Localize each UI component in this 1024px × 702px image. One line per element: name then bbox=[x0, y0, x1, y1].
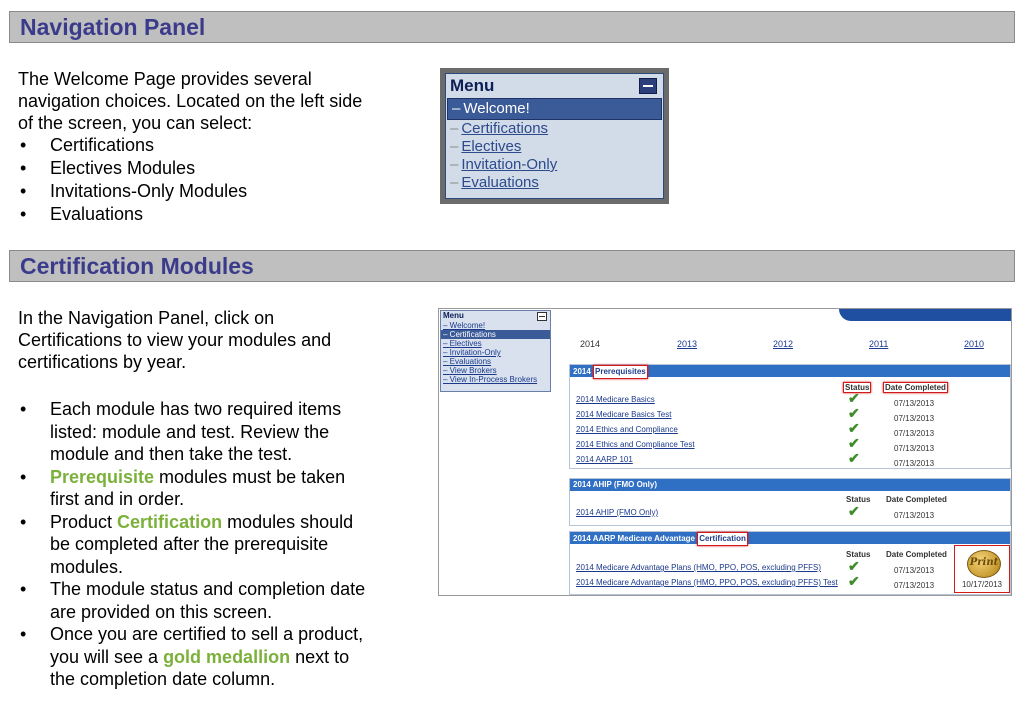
date-completed-header: Date Completed bbox=[885, 383, 946, 392]
text-line: module and then take the test. bbox=[50, 444, 293, 464]
completion-date: 07/13/2013 bbox=[894, 414, 935, 423]
mini-menu-item-electives[interactable]: – Electives bbox=[443, 339, 482, 348]
check-icon: ✔ bbox=[848, 558, 860, 574]
text-span: modules should bbox=[222, 511, 354, 532]
header-decoration bbox=[839, 309, 1012, 321]
menu-title: Menu bbox=[450, 76, 495, 95]
list-item: • Evaluations bbox=[18, 203, 247, 226]
text-line: Certifications to view your modules and bbox=[18, 330, 332, 350]
check-icon: ✔ bbox=[848, 435, 860, 451]
certifications-screenshot bbox=[438, 308, 1012, 596]
text-line: • Each module has two required items bbox=[50, 399, 342, 419]
text-line: certifications by year. bbox=[18, 352, 187, 372]
collapse-icon[interactable] bbox=[537, 312, 547, 321]
text-line: The Welcome Page provides several bbox=[18, 69, 312, 89]
module-link[interactable]: 2014 AHIP (FMO Only) bbox=[576, 508, 659, 517]
text-line: modules. bbox=[50, 556, 124, 577]
year-tab-2011[interactable]: 2011 bbox=[869, 339, 889, 349]
text-line: the completion date column. bbox=[50, 669, 276, 689]
check-icon: ✔ bbox=[848, 503, 860, 519]
menu-item-electives[interactable]: – Electives bbox=[450, 138, 522, 155]
text-line: • Once you are certified to sell a product, bbox=[50, 624, 364, 644]
check-icon: ✔ bbox=[848, 420, 860, 436]
completion-date: 07/13/2013 bbox=[894, 581, 935, 590]
mini-menu-label: View In-Process Brokers bbox=[449, 375, 538, 384]
panel-header bbox=[570, 365, 1010, 377]
certification-date: 10/17/2013 bbox=[961, 580, 1003, 589]
module-link[interactable]: 2014 AARP 101 bbox=[576, 455, 633, 464]
menu-item-evaluations[interactable]: – Evaluations bbox=[450, 174, 539, 191]
prerequisites-panel bbox=[569, 364, 1011, 469]
mini-menu-label: View Brokers bbox=[449, 366, 497, 375]
section-header-certification-modules bbox=[9, 250, 1015, 282]
list-item bbox=[18, 466, 365, 511]
module-link[interactable]: 2014 Ethics and Compliance bbox=[576, 425, 678, 434]
menu-header bbox=[446, 74, 663, 98]
section-title: Navigation Panel bbox=[20, 14, 206, 40]
menu-item-invitation-only[interactable]: – Invitation-Only bbox=[450, 156, 558, 173]
module-link[interactable]: 2014 Medicare Basics bbox=[576, 395, 655, 404]
text-line: be completed after the prerequisite bbox=[50, 534, 329, 554]
text-span: next to bbox=[290, 646, 350, 667]
list-item: • Invitations-Only Modules bbox=[18, 180, 247, 203]
mini-menu-label: Invitation-Only bbox=[449, 348, 501, 357]
panel-header bbox=[570, 532, 1010, 544]
aarp-certification-panel bbox=[569, 531, 1011, 595]
list-item bbox=[18, 578, 365, 623]
completion-date: 07/13/2013 bbox=[894, 399, 935, 408]
menu-link[interactable]: Evaluations bbox=[461, 174, 539, 191]
list-item: • Certifications bbox=[18, 134, 247, 157]
panel-header: 2014 AHIP (FMO Only) bbox=[570, 479, 1010, 491]
mini-menu-item-welcome[interactable]: – Welcome! bbox=[443, 321, 486, 330]
module-link[interactable]: 2014 Medicare Advantage Plans (HMO, PPO, POS, excluding PFFS) Test bbox=[576, 578, 838, 587]
module-link[interactable]: 2014 Medicare Advantage Plans (HMO, PPO, POS, excluding PFFS) bbox=[576, 563, 821, 572]
year-tab-2013[interactable]: 2013 bbox=[677, 339, 698, 349]
mini-menu-label: Welcome! bbox=[449, 321, 486, 330]
text-line: first and in order. bbox=[50, 489, 185, 509]
status-header: Status bbox=[846, 550, 871, 559]
medal-label: Print bbox=[969, 557, 999, 568]
cert-intro-text bbox=[18, 307, 331, 373]
mini-menu-item-evaluations[interactable]: – Evaluations bbox=[443, 357, 492, 366]
menu-link[interactable]: Certifications bbox=[461, 120, 549, 137]
mini-menu bbox=[440, 310, 551, 392]
check-icon: ✔ bbox=[848, 573, 860, 589]
menu-item-welcome[interactable]: – Welcome! bbox=[447, 98, 662, 120]
menu-link[interactable]: Invitation-Only bbox=[461, 156, 558, 173]
year-tab-2010[interactable]: 2010 bbox=[964, 339, 985, 349]
cert-bullets-list bbox=[18, 398, 365, 691]
menu-item-certifications[interactable]: – Certifications bbox=[450, 120, 549, 137]
text-line: of the screen, you can select: bbox=[18, 113, 253, 133]
text-line: navigation choices. Located on the left side bbox=[18, 91, 363, 111]
text-line: listed: module and test. Review the bbox=[50, 421, 330, 442]
check-icon: ✔ bbox=[848, 390, 860, 406]
menu-panel-image bbox=[440, 68, 669, 204]
check-icon: ✔ bbox=[848, 405, 860, 421]
menu-item-label: Welcome! bbox=[463, 100, 530, 117]
ahip-panel bbox=[569, 478, 1011, 526]
module-link[interactable]: 2014 Medicare Basics Test bbox=[576, 410, 672, 419]
menu-link[interactable]: Electives bbox=[461, 138, 522, 155]
mini-menu-title: Menu bbox=[443, 311, 464, 320]
mini-menu-item-view-brokers[interactable]: – View Brokers bbox=[443, 366, 497, 375]
text-line: • The module status and completion date bbox=[50, 579, 366, 599]
mini-menu-label: Certifications bbox=[449, 330, 496, 339]
highlight-box: Prerequisites bbox=[593, 365, 648, 379]
panel-header-text: 2014 bbox=[573, 367, 594, 376]
print-medallion-box[interactable] bbox=[954, 545, 1010, 593]
module-link[interactable]: 2014 Ethics and Compliance Test bbox=[576, 440, 695, 449]
mini-menu-label: Evaluations bbox=[449, 357, 492, 366]
text-span: modules must be taken bbox=[154, 466, 346, 487]
list-item bbox=[18, 398, 365, 466]
section-header-navigation-panel bbox=[9, 11, 1015, 43]
completion-date: 07/13/2013 bbox=[894, 459, 935, 468]
text-line: In the Navigation Panel, click on bbox=[18, 308, 275, 328]
date-completed-header: Date Completed bbox=[886, 495, 947, 504]
text-span: Product bbox=[50, 511, 118, 532]
text-line: are provided on this screen. bbox=[50, 601, 273, 622]
date-completed-header: Date Completed bbox=[886, 550, 947, 559]
nav-intro-text bbox=[18, 68, 362, 134]
status-header: Status bbox=[845, 383, 870, 392]
highlight-text: Prerequisite bbox=[50, 466, 155, 487]
list-item: • Electives Modules bbox=[18, 157, 247, 180]
panel-header-text: 2014 AARP Medicare Advantage bbox=[573, 534, 698, 543]
mini-menu-header bbox=[441, 311, 550, 321]
section-title: Certification Modules bbox=[20, 253, 254, 279]
year-tab-2012[interactable]: 2012 bbox=[773, 339, 794, 349]
mini-menu-item-invitation-only[interactable]: – Invitation-Only bbox=[443, 348, 501, 357]
status-header: Status bbox=[846, 495, 871, 504]
list-item bbox=[18, 623, 365, 691]
check-icon: ✔ bbox=[848, 450, 860, 466]
mini-menu-item-view-in-process-brokers[interactable]: – View In-Process Brokers bbox=[443, 375, 538, 384]
text-span: you will see a bbox=[50, 646, 164, 667]
completion-date: 07/13/2013 bbox=[894, 566, 935, 575]
list-item bbox=[18, 511, 365, 579]
mini-menu-item-certifications[interactable]: – Certifications bbox=[441, 330, 550, 339]
nav-choices-list bbox=[18, 134, 247, 226]
mini-menu-label: Electives bbox=[449, 339, 482, 348]
gold-medallion-icon[interactable] bbox=[967, 550, 1001, 578]
highlight-box: Certification bbox=[697, 532, 748, 546]
collapse-icon[interactable] bbox=[639, 78, 657, 94]
year-tab-2014: 2014 bbox=[580, 339, 601, 349]
completion-date: 07/13/2013 bbox=[894, 511, 935, 520]
highlight-text: gold medallion bbox=[163, 646, 291, 667]
highlight-text: Certification bbox=[117, 511, 223, 532]
completion-date: 07/13/2013 bbox=[894, 444, 935, 453]
completion-date: 07/13/2013 bbox=[894, 429, 935, 438]
